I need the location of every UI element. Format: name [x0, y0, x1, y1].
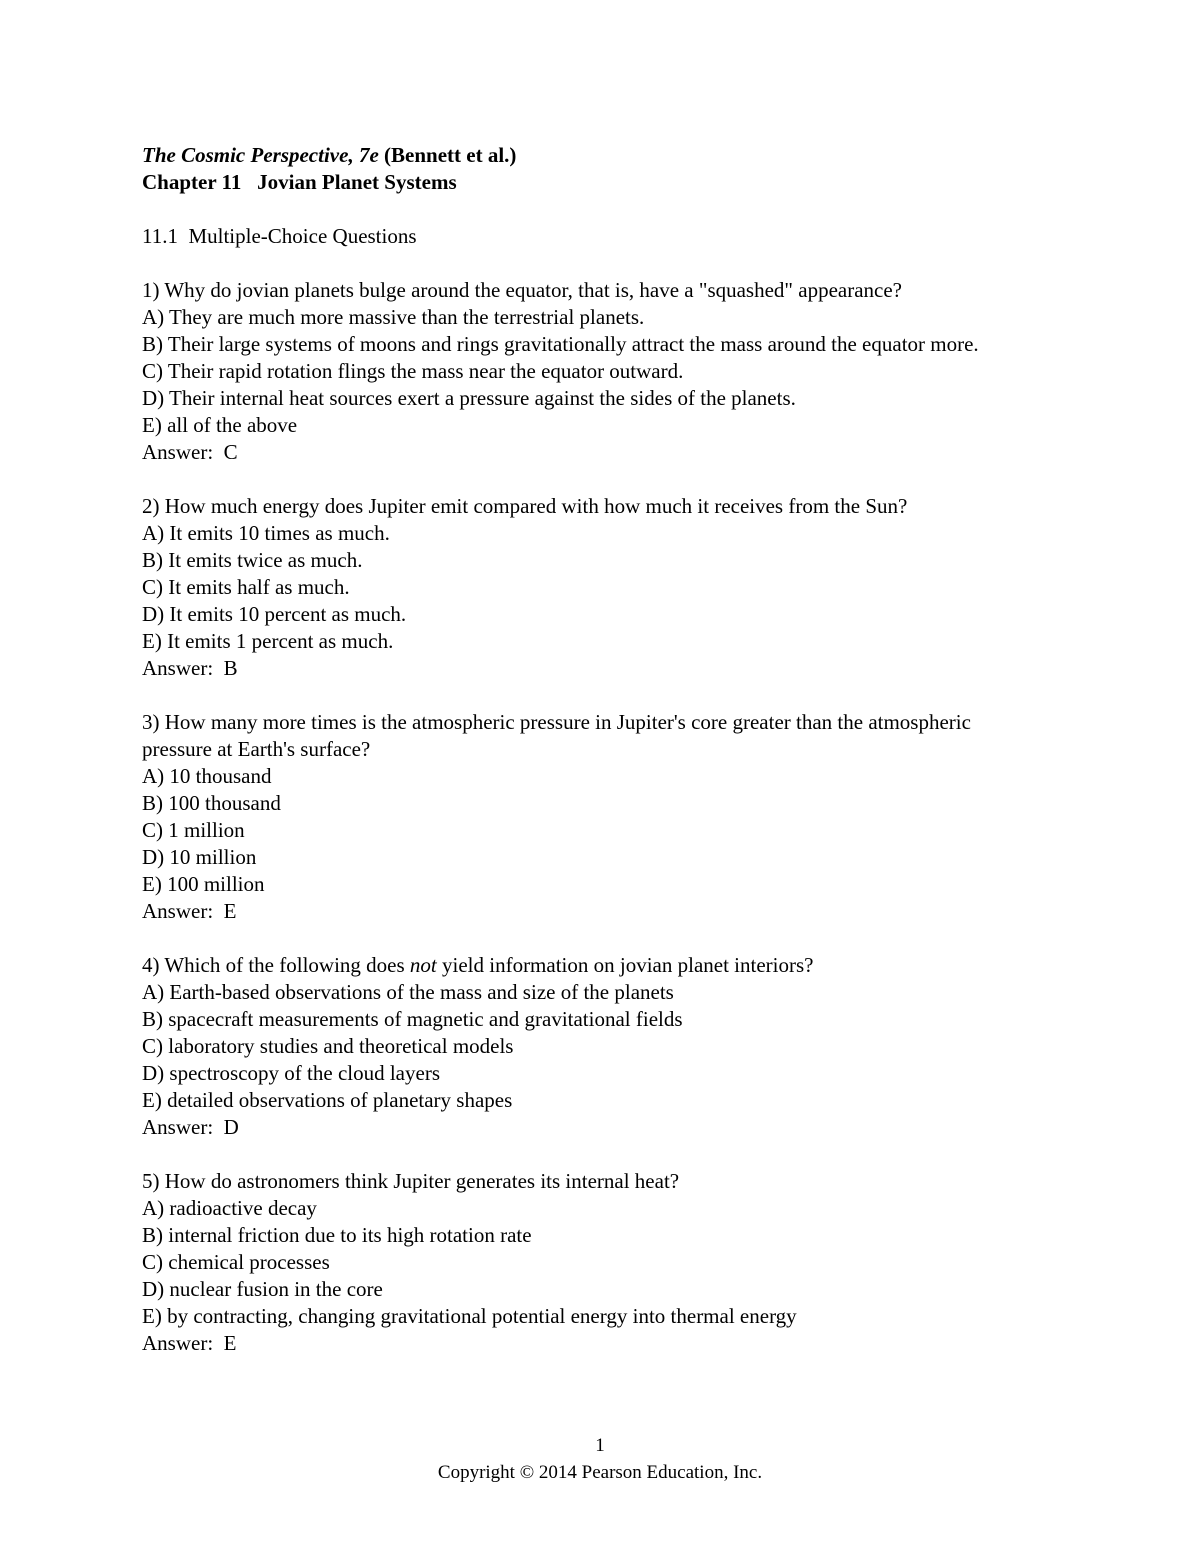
- book-authors: (Bennett et al.): [378, 143, 517, 167]
- question-prompt: 3) How many more times is the atmospheric pressure in Jupiter's core greater than the atmospheric pressure at Earth's surface?: [142, 710, 977, 761]
- answer-option: D) Their internal heat sources exert a pressure against the sides of the planets.: [142, 386, 796, 410]
- question-block: [142, 709, 1042, 925]
- question-block: [142, 1168, 1042, 1357]
- answer-option: E) by contracting, changing gravitational potential energy into thermal energy: [142, 1304, 797, 1328]
- answer-option: B) It emits twice as much.: [142, 548, 363, 572]
- answer-option: C) chemical processes: [142, 1250, 330, 1274]
- answer-key: Answer: D: [142, 1115, 239, 1139]
- section-heading: 11.1 Multiple-Choice Questions: [142, 224, 417, 248]
- answer-option: D) 10 million: [142, 845, 257, 869]
- answer-option: A) They are much more massive than the terrestrial planets.: [142, 305, 645, 329]
- answer-option: E) 100 million: [142, 872, 265, 896]
- answer-option: D) spectroscopy of the cloud layers: [142, 1061, 440, 1085]
- answer-option: E) It emits 1 percent as much.: [142, 629, 394, 653]
- answer-key: Answer: B: [142, 656, 238, 680]
- answer-option: A) Earth-based observations of the mass and size of the planets: [142, 980, 674, 1004]
- answer-option: E) all of the above: [142, 413, 298, 437]
- answer-option: A) 10 thousand: [142, 764, 272, 788]
- answer-option: C) It emits half as much.: [142, 575, 350, 599]
- answer-option: B) spacecraft measurements of magnetic and gravitational fields: [142, 1007, 683, 1031]
- question-prompt-start: 4) Which of the following does: [142, 953, 410, 977]
- question-block: [142, 277, 1042, 466]
- page-number: 1: [595, 1435, 605, 1456]
- question-prompt-emphasis: not: [409, 953, 437, 977]
- answer-option: B) Their large systems of moons and rings gravitationally attract the mass around the equator more.: [142, 332, 979, 356]
- answer-option: B) internal friction due to its high rotation rate: [142, 1223, 532, 1247]
- question-block: [142, 952, 1042, 1141]
- answer-key: Answer: C: [142, 440, 238, 464]
- question-prompt: [142, 952, 1042, 979]
- answer-option: D) nuclear fusion in the core: [142, 1277, 383, 1301]
- question-prompt: 2) How much energy does Jupiter emit compared with how much it receives from the Sun?: [142, 494, 908, 518]
- question-prompt-end: yield information on jovian planet interiors?: [436, 953, 814, 977]
- question-block: [142, 493, 1042, 682]
- answer-key: Answer: E: [142, 1331, 237, 1355]
- answer-option: B) 100 thousand: [142, 791, 281, 815]
- answer-option: A) radioactive decay: [142, 1196, 317, 1220]
- chapter-title: Chapter 11 Jovian Planet Systems: [142, 170, 457, 194]
- answer-option: C) laboratory studies and theoretical models: [142, 1034, 514, 1058]
- answer-option: C) 1 million: [142, 818, 245, 842]
- answer-option: A) It emits 10 times as much.: [142, 521, 390, 545]
- book-title-line: [142, 142, 1042, 169]
- question-prompt: 1) Why do jovian planets bulge around the equator, that is, have a "squashed" appearance?: [142, 278, 902, 302]
- book-title: The Cosmic Perspective, 7e: [142, 143, 379, 167]
- answer-option: C) Their rapid rotation flings the mass near the equator outward.: [142, 359, 684, 383]
- answer-option: D) It emits 10 percent as much.: [142, 602, 407, 626]
- page-content: [142, 142, 1042, 1357]
- copyright-notice: Copyright © 2014 Pearson Education, Inc.: [437, 1462, 763, 1483]
- question-prompt: 5) How do astronomers think Jupiter generates its internal heat?: [142, 1169, 680, 1193]
- answer-key: Answer: E: [142, 899, 237, 923]
- answer-option: E) detailed observations of planetary shapes: [142, 1088, 513, 1112]
